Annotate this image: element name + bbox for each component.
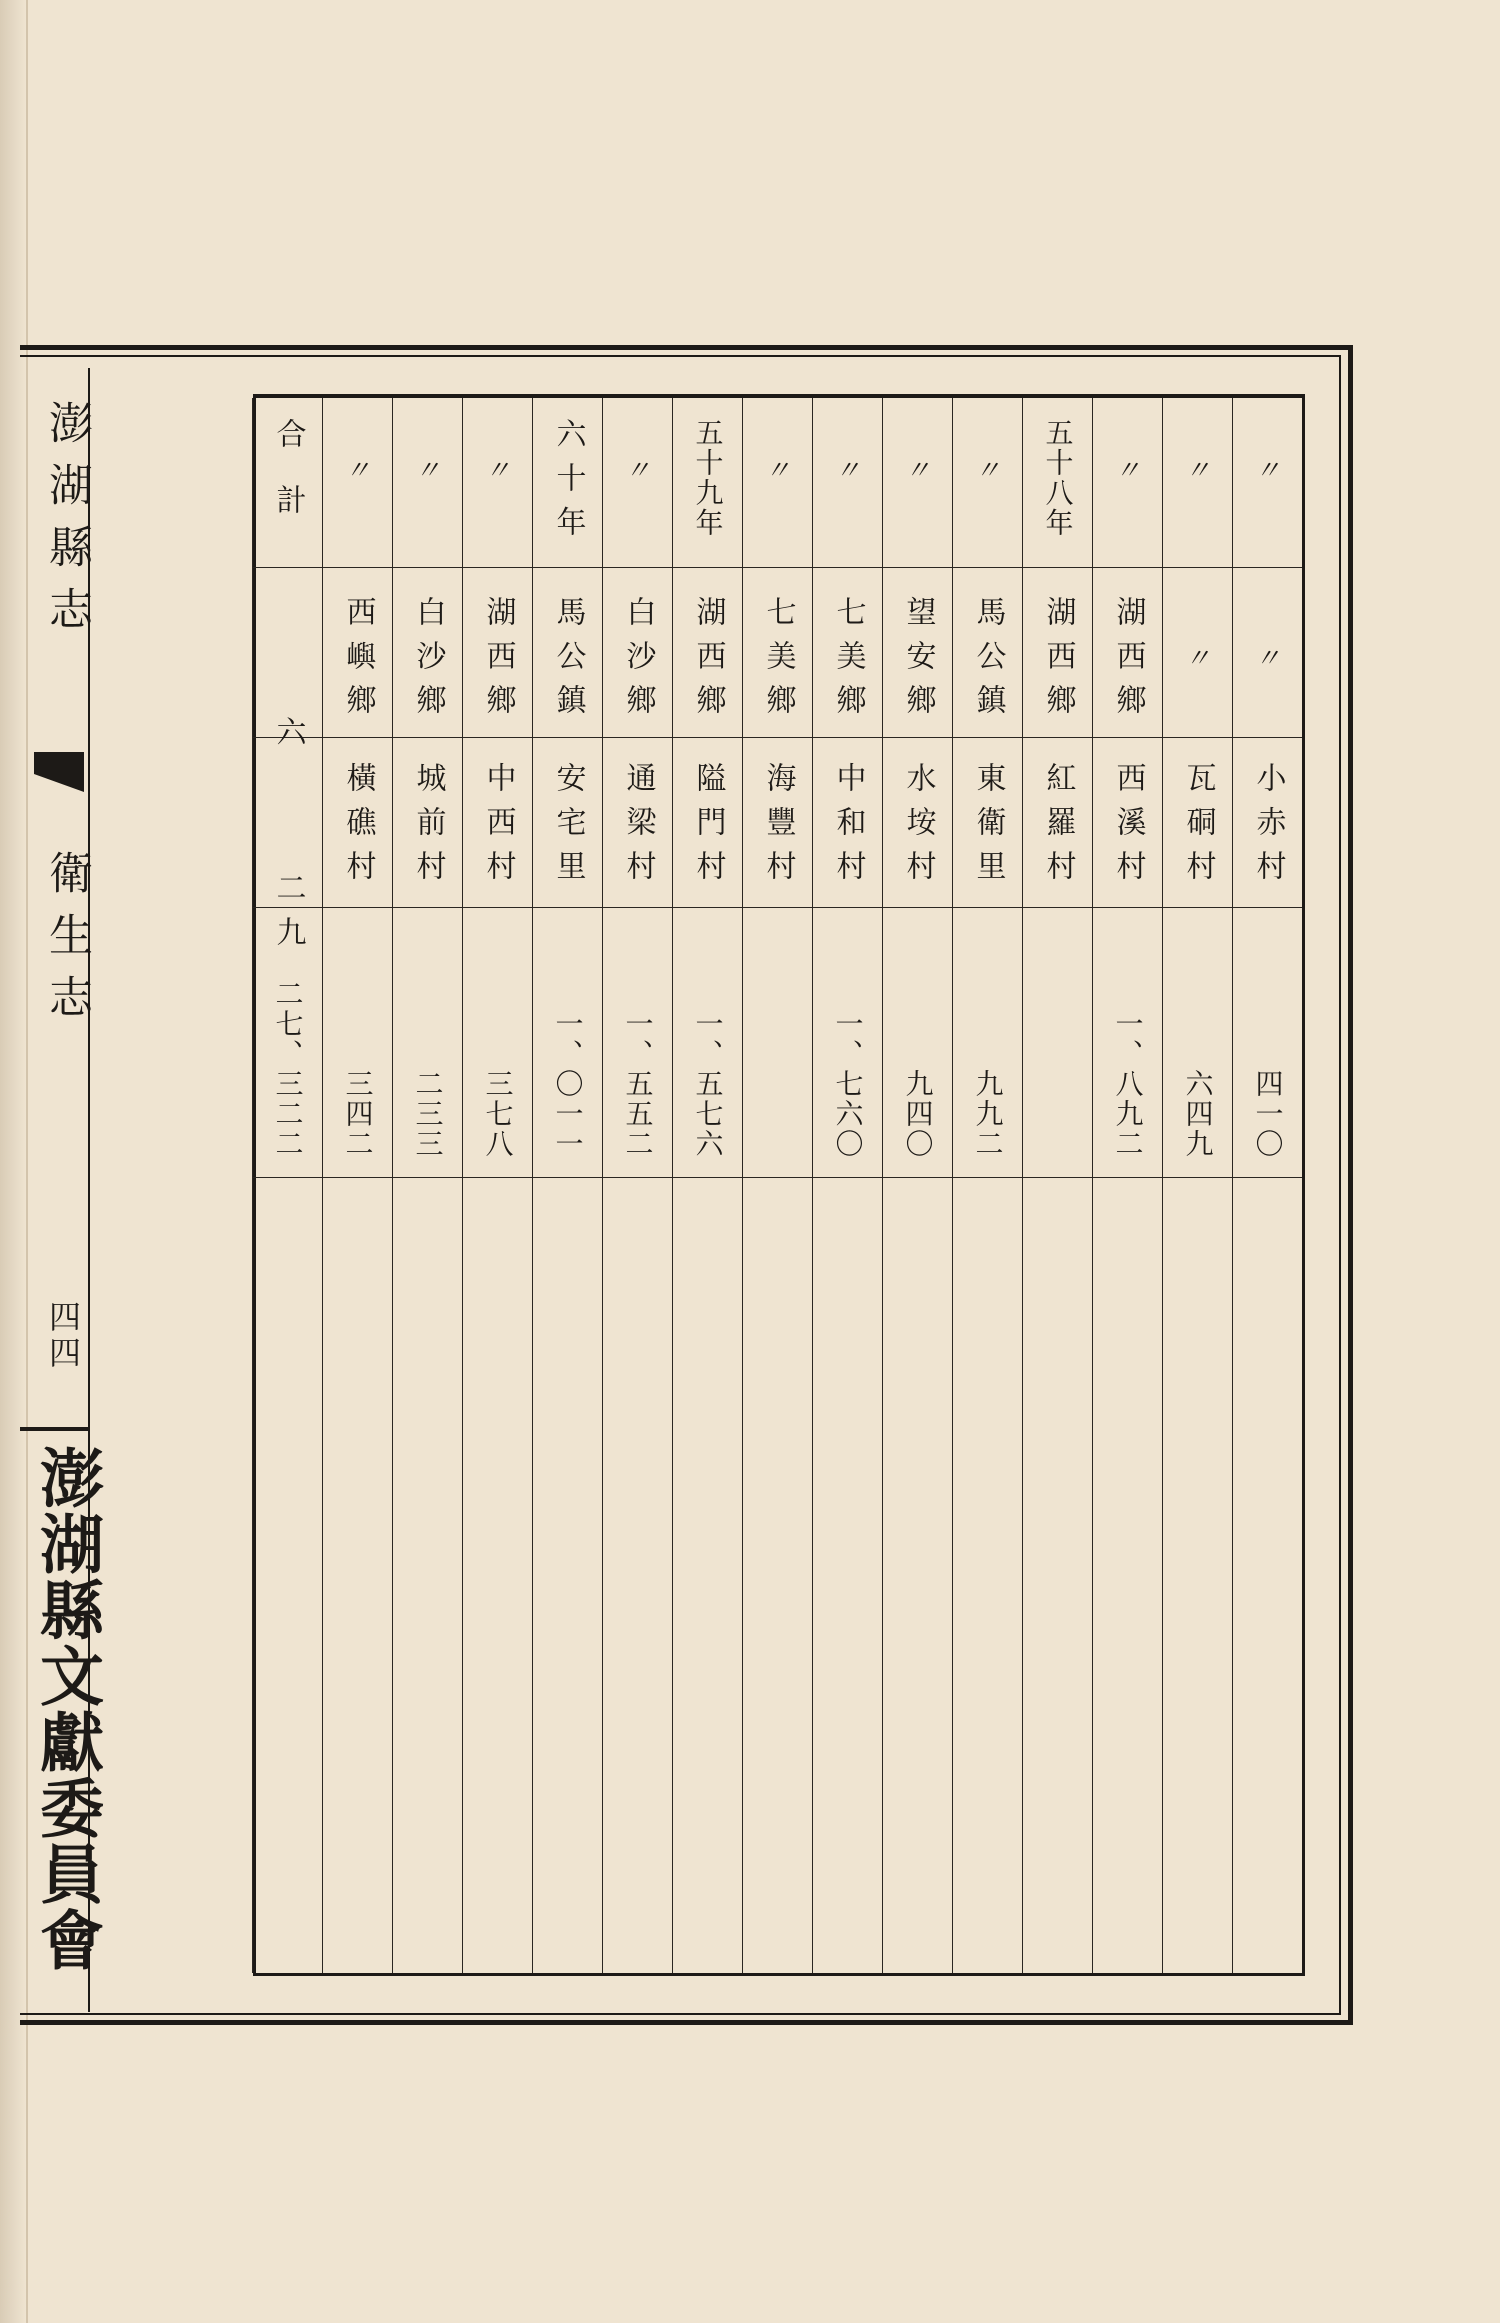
table-row — [672, 398, 742, 1973]
count-cell: 一、八九二 — [1111, 1009, 1145, 1159]
village-cell: 水垵村 — [900, 762, 936, 894]
town-cell: 望安鄉 — [900, 596, 936, 728]
table-row — [1022, 398, 1092, 1973]
count-cell: 六四九 — [1181, 1069, 1215, 1159]
town-cell: 湖西鄉 — [690, 596, 726, 728]
village-cell: 小赤村 — [1250, 762, 1286, 894]
town-cell: 七美鄉 — [830, 596, 866, 728]
table-row — [1092, 398, 1162, 1973]
year-cell: 〃 — [904, 456, 931, 486]
town-cell: 七美鄉 — [760, 596, 796, 728]
table-row — [462, 398, 532, 1973]
town-cell: 湖西鄉 — [1110, 596, 1146, 728]
total-row — [252, 398, 322, 1973]
table-row — [1232, 398, 1302, 1973]
statistics-table — [253, 394, 1305, 1976]
table-row — [322, 398, 392, 1973]
count-cell: 一、五五二 — [621, 1009, 655, 1159]
count-cell: 三七八 — [481, 1069, 515, 1159]
year-cell: 〃 — [764, 456, 791, 486]
village-cell: 西溪村 — [1110, 762, 1146, 894]
year-cell: 五十九年 — [691, 418, 725, 538]
year-cell: 〃 — [974, 456, 1001, 486]
count-cell: 一、五七六 — [691, 1009, 725, 1159]
town-cell: 湖西鄉 — [480, 596, 516, 728]
total-towns: 六 — [270, 716, 306, 760]
village-cell: 紅羅村 — [1040, 762, 1076, 894]
year-cell: 〃 — [344, 456, 371, 486]
count-cell: 九四〇 — [901, 1069, 935, 1159]
page-number: 四四 — [44, 1300, 82, 1372]
village-cell: 中和村 — [830, 762, 866, 894]
year-cell: 五十八年 — [1041, 418, 1075, 538]
total-label: 合計 — [270, 418, 306, 550]
town-cell: 白沙鄉 — [620, 596, 656, 728]
book-title: 澎湖縣志 — [41, 400, 92, 648]
village-cell: 通梁村 — [620, 762, 656, 894]
count-cell: 三四二 — [341, 1069, 375, 1159]
village-cell: 東衛里 — [970, 762, 1006, 894]
year-cell: 〃 — [1184, 456, 1211, 486]
village-cell: 隘門村 — [690, 762, 726, 894]
table-row — [882, 398, 952, 1973]
town-cell: 西嶼鄉 — [340, 596, 376, 728]
village-cell: 中西村 — [480, 762, 516, 894]
town-cell: 〃 — [1254, 644, 1281, 674]
town-cell: 〃 — [1184, 644, 1211, 674]
publisher-name: 澎湖縣文獻委員會 — [29, 1445, 104, 1973]
count-cell: 二三三 — [411, 1069, 445, 1159]
year-cell: 〃 — [1114, 456, 1141, 486]
town-cell: 湖西鄉 — [1040, 596, 1076, 728]
village-cell: 城前村 — [410, 762, 446, 894]
year-cell: 〃 — [484, 456, 511, 486]
chapter-title: 衛生志 — [41, 850, 92, 1036]
year-cell: 〃 — [414, 456, 441, 486]
village-cell: 橫礁村 — [340, 762, 376, 894]
margin-rule — [20, 1427, 88, 1431]
table-row — [812, 398, 882, 1973]
village-cell: 瓦硐村 — [1180, 762, 1216, 894]
village-cell: 安宅里 — [550, 762, 586, 894]
table-row — [532, 398, 602, 1973]
table-row — [742, 398, 812, 1973]
total-villages: 二九 — [270, 872, 306, 960]
table-row — [1162, 398, 1232, 1973]
table-row — [952, 398, 1022, 1973]
year-cell: 〃 — [834, 456, 861, 486]
village-cell: 海豐村 — [760, 762, 796, 894]
count-cell: 九九二 — [971, 1069, 1005, 1159]
table-row — [602, 398, 672, 1973]
count-cell: 一、七六〇 — [831, 1009, 865, 1159]
count-cell: 一、〇一一 — [551, 1009, 585, 1159]
year-cell: 六十年 — [550, 418, 586, 550]
town-cell: 馬公鎮 — [550, 596, 586, 728]
town-cell: 馬公鎮 — [970, 596, 1006, 728]
count-cell: 四一〇 — [1251, 1069, 1285, 1159]
year-cell: 〃 — [1254, 456, 1281, 486]
total-count: 二七、三二二 — [271, 979, 305, 1159]
year-cell: 〃 — [624, 456, 651, 486]
town-cell: 白沙鄉 — [410, 596, 446, 728]
table-row — [392, 398, 462, 1973]
